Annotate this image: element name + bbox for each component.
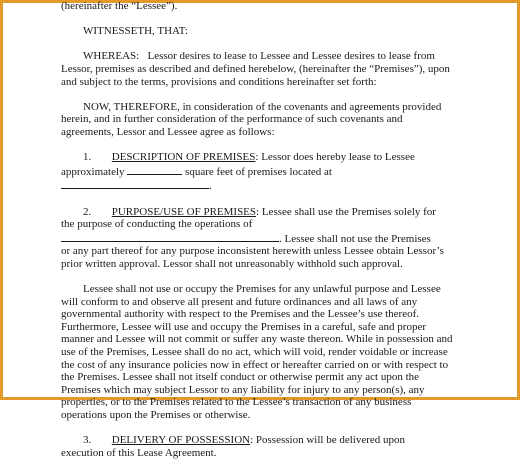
whereas-line-3: and subject to the terms, provisions and conditions hereinafter set forth: [61, 75, 377, 88]
lease-agreement-page [61, 0, 461, 472]
section-2-purpose [61, 206, 461, 271]
section-2-line-2: the purpose of conducting the operations of [61, 218, 253, 231]
use-line-10: properties, or to the Premises related to the Lessee’s transaction of any business [61, 396, 412, 409]
section-1-number: 1. [83, 151, 92, 164]
section-3-title: DELIVERY OF POSSESSION [111, 434, 251, 447]
now-therefore-line-1: NOW, THEREFORE, in consideration of the covenants and agreements provided [83, 100, 442, 113]
use-line-3: governmental authority with respect to the Premises and the Lessee’s use thereof. [61, 308, 420, 321]
section-2-line-3: . Lessee shall not use the Premises [61, 231, 461, 246]
section-1-line-3: . [61, 178, 461, 193]
now-therefore-line-2: herein, and in further consideration of the performance of such covenants and [61, 113, 403, 126]
lessee-definition-line: (hereinafter the “Lessee”). [61, 0, 178, 12]
use-line-9: Premises which may subject Lessor to any liability for injury to any person(s), any [61, 383, 425, 396]
premises-location-blank [61, 178, 209, 189]
section-2-line-5: prior written approval. Lessor shall not unreasonably withhold such approval. [61, 257, 403, 270]
section-2-line-1: 2. PURPOSE/USE OF PREMISES: Lessee shall use the Premises solely for [61, 206, 461, 219]
section-2-title: PURPOSE/USE OF PREMISES [111, 205, 257, 218]
section-1-description [61, 151, 461, 193]
use-line-7: the cost of any insurance policies now in effect or hereafter carried on or with respect to [61, 358, 449, 371]
section-3-number: 3. [83, 434, 92, 447]
use-line-5: manner and Lessee will not commit or suffer any waste thereon. While in possession and [61, 333, 453, 346]
section-1-title: DESCRIPTION OF PREMISES [111, 151, 256, 164]
whereas-line-1: WHEREAS: Lessor desires to lease to Lessee and Lessee desires to lease from [83, 50, 435, 63]
section-3-delivery [61, 434, 461, 459]
section-2-line-4: or any part thereof for any purpose inconsistent herewith unless Lessee obtain Lessor’s [61, 245, 444, 258]
now-therefore-paragraph [61, 101, 461, 139]
operations-blank [61, 231, 279, 242]
now-therefore-line-3: agreements, Lessor and Lessee agree as follows: [61, 125, 275, 138]
section-2-number: 2. [83, 205, 92, 218]
use-line-6: use of the Premises, Lessee shall do no act, which will void, render voidable or increase [61, 346, 448, 359]
use-line-4: Furthermore, Lessee will use and occupy the Premises in a careful, safe and proper [61, 320, 427, 333]
section-1-line-1: 1. DESCRIPTION OF PREMISES: Lessor does hereby lease to Lessee [61, 151, 461, 164]
section-3-line-2: execution of this Lease Agreement. [61, 446, 217, 459]
use-restrictions-paragraph [61, 283, 461, 422]
square-feet-blank [127, 164, 182, 175]
section-1-line-2: approximately square feet of premises located at [61, 165, 332, 178]
whereas-line-2: Lessor, premises as described and defined herebelow, (hereinafter the “Premises”), upon [61, 62, 450, 75]
use-line-1: Lessee shall not use or occupy the Premises for any unlawful purpose and Lessee [83, 283, 441, 296]
use-line-2: will conform to and observe all present and future ordinances and all laws of any [61, 295, 418, 308]
use-line-11: operations upon the Premises or otherwise. [61, 409, 251, 421]
use-line-8: the Premises. Lessee shall not itself conduct or otherwise permit any act upon the [61, 371, 420, 384]
witnesseth-heading: WITNESSETH, THAT: [83, 25, 188, 38]
section-3-line-1: 3. DELIVERY OF POSSESSION: Possession will be delivered upon [61, 434, 461, 447]
whereas-paragraph [61, 50, 461, 88]
